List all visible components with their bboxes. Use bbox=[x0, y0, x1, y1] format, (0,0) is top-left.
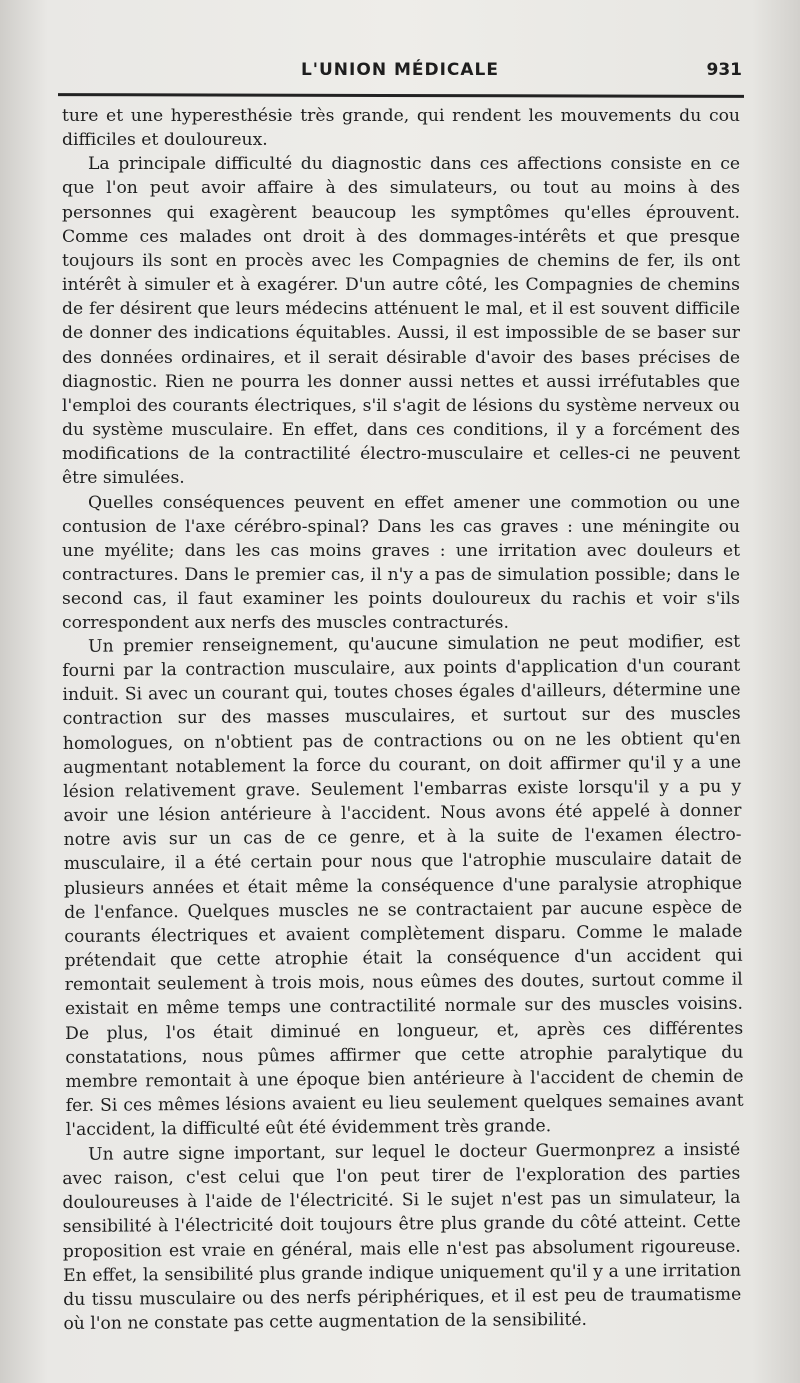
paragraph-second-sign: Un autre signe important, sur lequel le docteur Guermonprez a insisté avec raison, c'est celui que l'on peut tirer de l'exploration des parties douloureuses à l'aide de l'électricité. Si le sujet n'est pas un simulateur, la sensibilité à l'électricité doit toujours être plus grande du côté atteint. Cette proposition est vraie en général, mais elle n'est pas absolument rigoureuse. En effet, la sensibilité plus grande indique uniquement qu'il y a une irritation du tissu musculaire ou des nerfs périphériques, et il est peu de traumatisme où l'on ne constate pas cette augmentation de la sensibilité. bbox=[62, 1139, 742, 1334]
paragraph-continuation: ture et une hyperesthésie très grande, qui rendent les mouvements du cou difficiles et douloureux. bbox=[62, 106, 740, 151]
page-number: 931 bbox=[706, 60, 742, 80]
article-body bbox=[62, 104, 744, 1336]
journal-title: L'UNION MÉDICALE bbox=[300, 60, 500, 80]
paragraph-consequences: Quelles conséquences peuvent en effet amener une commotion ou une contusion de l'axe cérébro-spinal? Dans les cas graves : une méningite ou une myélite; dans les cas moins graves : une irritation avec douleurs et contractures. Dans le premier cas, il n'y a pas de simulation possible; dans le second cas, il faut examiner les points douloureux du rachis et voir s'ils correspondent aux nerfs des muscles contracturés. bbox=[62, 492, 740, 634]
header-rule bbox=[58, 93, 744, 98]
running-header bbox=[58, 60, 742, 86]
paragraph-first-sign: Un premier renseignement, qu'aucune simulation ne peut modifier, est fourni par la contraction musculaire, aux points d'application d'un courant induit. Si avec un courant qui, toutes choses égales d'ailleurs, détermine une contraction sur des masses musculaires, et surtout sur des muscles homologues, on n'obtient pas de contractions ou on ne les obtient qu'en augmentant notablement la force du courant, on doit affirmer qu'il y a une lésion relativement grave. Seulement l'embarras existe lorsqu'il y a pu y avoir une lésion antérieure à l'accident. Nous avons été appelé à donner notre avis sur un cas de ce genre, et à la suite de l'examen électro-musculaire, il a été certain pour nous que l'atrophie musculaire datait de plusieurs années et était même la conséquence d'une paralysie atrophique de l'enfance. Quelques muscles ne se contractaient par aucune espèce de courants électriques et avaient complètement disparu. Comme le malade prétendait que cette atrophie était la conséquence d'un accident qui remontait seulement à trois mois, nous eûmes des doutes, surtout comme il existait en même temps une contractilité normale sur des muscles voisins. De plus, l'os était diminué en longueur, et, après ces différentes constatations, nous pûmes affirmer que cette atrophie paralytique du membre remontait à une époque bien antérieure à l'accident de chemin de fer. Si ces mêmes lésions avaient eu lieu seulement quelques semaines avant l'accident, la difficulté eût été évidemment très grande. bbox=[62, 632, 744, 1141]
paragraph-diagnosis-difficulty: La principale difficulté du diagnostic dans ces affections consiste en ce que l'on peut avoir affaire à des simulateurs, ou tout au moins à des personnes qui exagèrent beaucoup les symptômes qu'elles éprouvent. Comme ces malades ont droit à des dommages-intérêts et que presque toujours ils sont en procès avec les Compagnies de chemins de fer, ils ont intérêt à simuler et à exagérer. D'un autre côté, les Compagnies de chemins de fer désirent que leurs médecins atténuent le mal, et il est souvent difficile de donner des indications équitables. Aussi, il est impossible de se baser sur des données ordinaires, et il serait désirable d'avoir des bases précises de diagnostic. Rien ne pourra les donner aussi nettes et aussi irréfutables que l'emploi des courants électriques, s'il s'agit de lésions du système nerveux ou du système musculaire. En effet, dans ces conditions, il y a forcément des modifications de la contractilité électro-musculaire et celles-ci ne peuvent être simulées. bbox=[62, 154, 740, 489]
